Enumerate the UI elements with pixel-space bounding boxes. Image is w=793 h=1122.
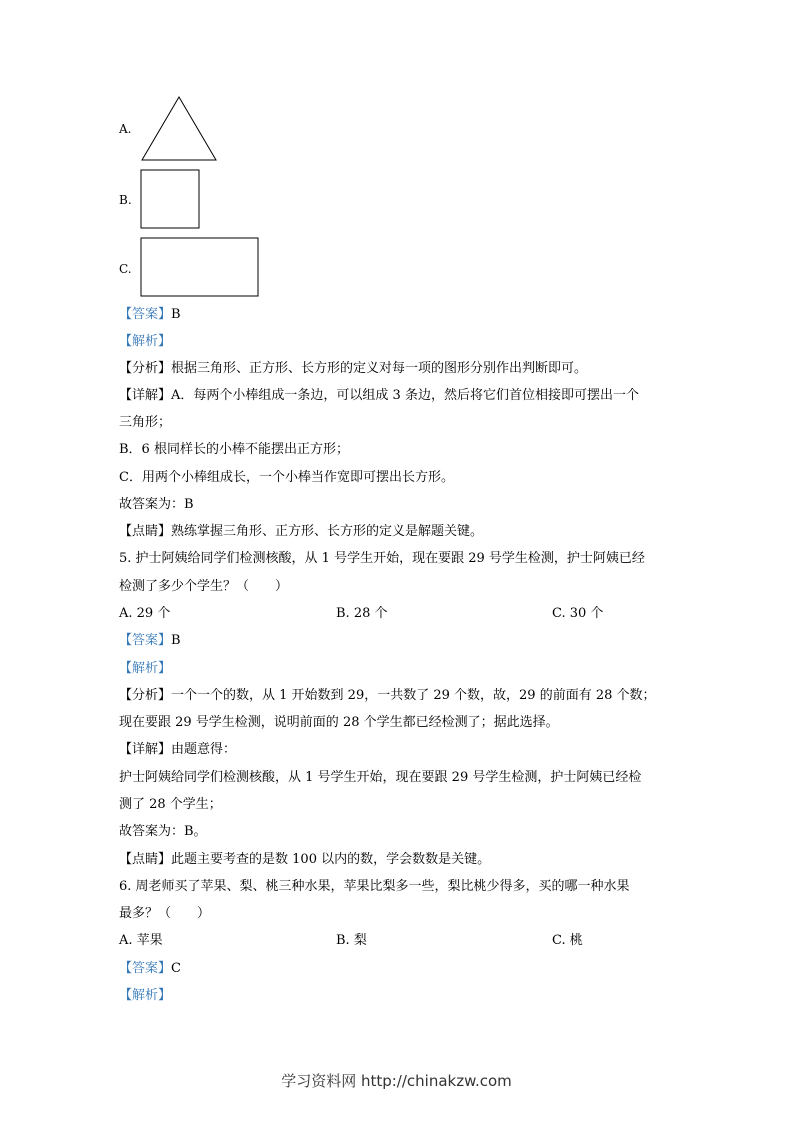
q5-stem-1: 5. 护士阿姨给同学们检测核酸，从 1 号学生开始，现在要跟 29 号学生检测，护士阿姨已经 (119, 551, 645, 566)
q4-answer (119, 306, 181, 324)
q4-xiangjie-4: C．用两个小棒组成长，一个小棒当作宽即可摆出长方形。 (119, 470, 454, 485)
q5-stem-2: 检测了多少个学生？（ ） (119, 579, 289, 594)
option-b-letter: B. (119, 193, 132, 207)
option-c-letter: C. (119, 262, 132, 276)
q5-fenxi-2: 现在要跟 29 号学生检测，说明前面的 28 个学生都已经检测了；据此选择。 (119, 715, 559, 730)
q5-answer: 【答案】B (119, 633, 181, 648)
q6-option-a: A. 苹果 (119, 933, 163, 948)
q4-conclusion: 故答案为：B (119, 497, 194, 512)
answer-value: B (171, 307, 181, 322)
q5-option-b: B. 28 个 (336, 606, 388, 621)
q6-stem-2: 最多？（ ） (119, 906, 211, 921)
q5-dianjing: 【点睛】此题主要考查的是数 100 以内的数，学会数数是关键。 (119, 852, 491, 867)
option-a-letter: A. (119, 122, 132, 136)
triangle-shape (140, 95, 218, 163)
q5-analysis-heading: 【解析】 (119, 661, 172, 676)
q4-xiangjie-2: 三角形； (119, 415, 172, 430)
q5-conclusion: 故答案为：B。 (119, 824, 207, 839)
q6-stem-1: 6. 周老师买了苹果、梨、桃三种水果，苹果比梨多一些，梨比桃少得多，买的哪一种水果 (119, 879, 630, 894)
q4-xiangjie-1: 【详解】A．每两个小棒组成一条边，可以组成 3 条边，然后将它们首位相接即可摆出一个 (119, 388, 639, 403)
answer-tag: 【答案】 (119, 307, 172, 322)
q6-analysis-heading: 【解析】 (119, 988, 172, 1003)
q6-option-b: B. 梨 (336, 933, 367, 948)
q5-detail-1: 护士阿姨给同学们检测核酸，从 1 号学生开始，现在要跟 29 号学生检测，护士阿姨已经检 (119, 770, 642, 785)
q5-fenxi-1: 【分析】一个一个的数，从 1 开始数到 29，一共数了 29 个数，故，29 的前面有 28 个数； (119, 688, 656, 703)
q6-option-c: C. 桃 (552, 933, 583, 948)
square-shape (140, 169, 202, 231)
footer-watermark: 学习资料网 http://chinakzw.com (281, 1072, 512, 1090)
q6-answer: 【答案】C (119, 961, 181, 976)
q5-option-c: C. 30 个 (552, 606, 604, 621)
q4-fenxi: 【分析】根据三角形、正方形、长方形的定义对每一项的图形分别作出判断即可。 (119, 361, 588, 376)
q5-detail-2: 测了 28 个学生； (119, 797, 222, 812)
q4-dianjing: 【点睛】熟练掌握三角形、正方形、长方形的定义是解题关键。 (119, 524, 484, 539)
q4-xiangjie-3: B．6 根同样长的小棒不能摆出正方形； (119, 442, 349, 457)
q4-analysis-heading: 【解析】 (119, 334, 172, 349)
q5-xiangjie: 【详解】由题意得： (119, 742, 237, 757)
rectangle-shape (140, 237, 261, 299)
q5-option-a: A. 29 个 (119, 606, 171, 621)
